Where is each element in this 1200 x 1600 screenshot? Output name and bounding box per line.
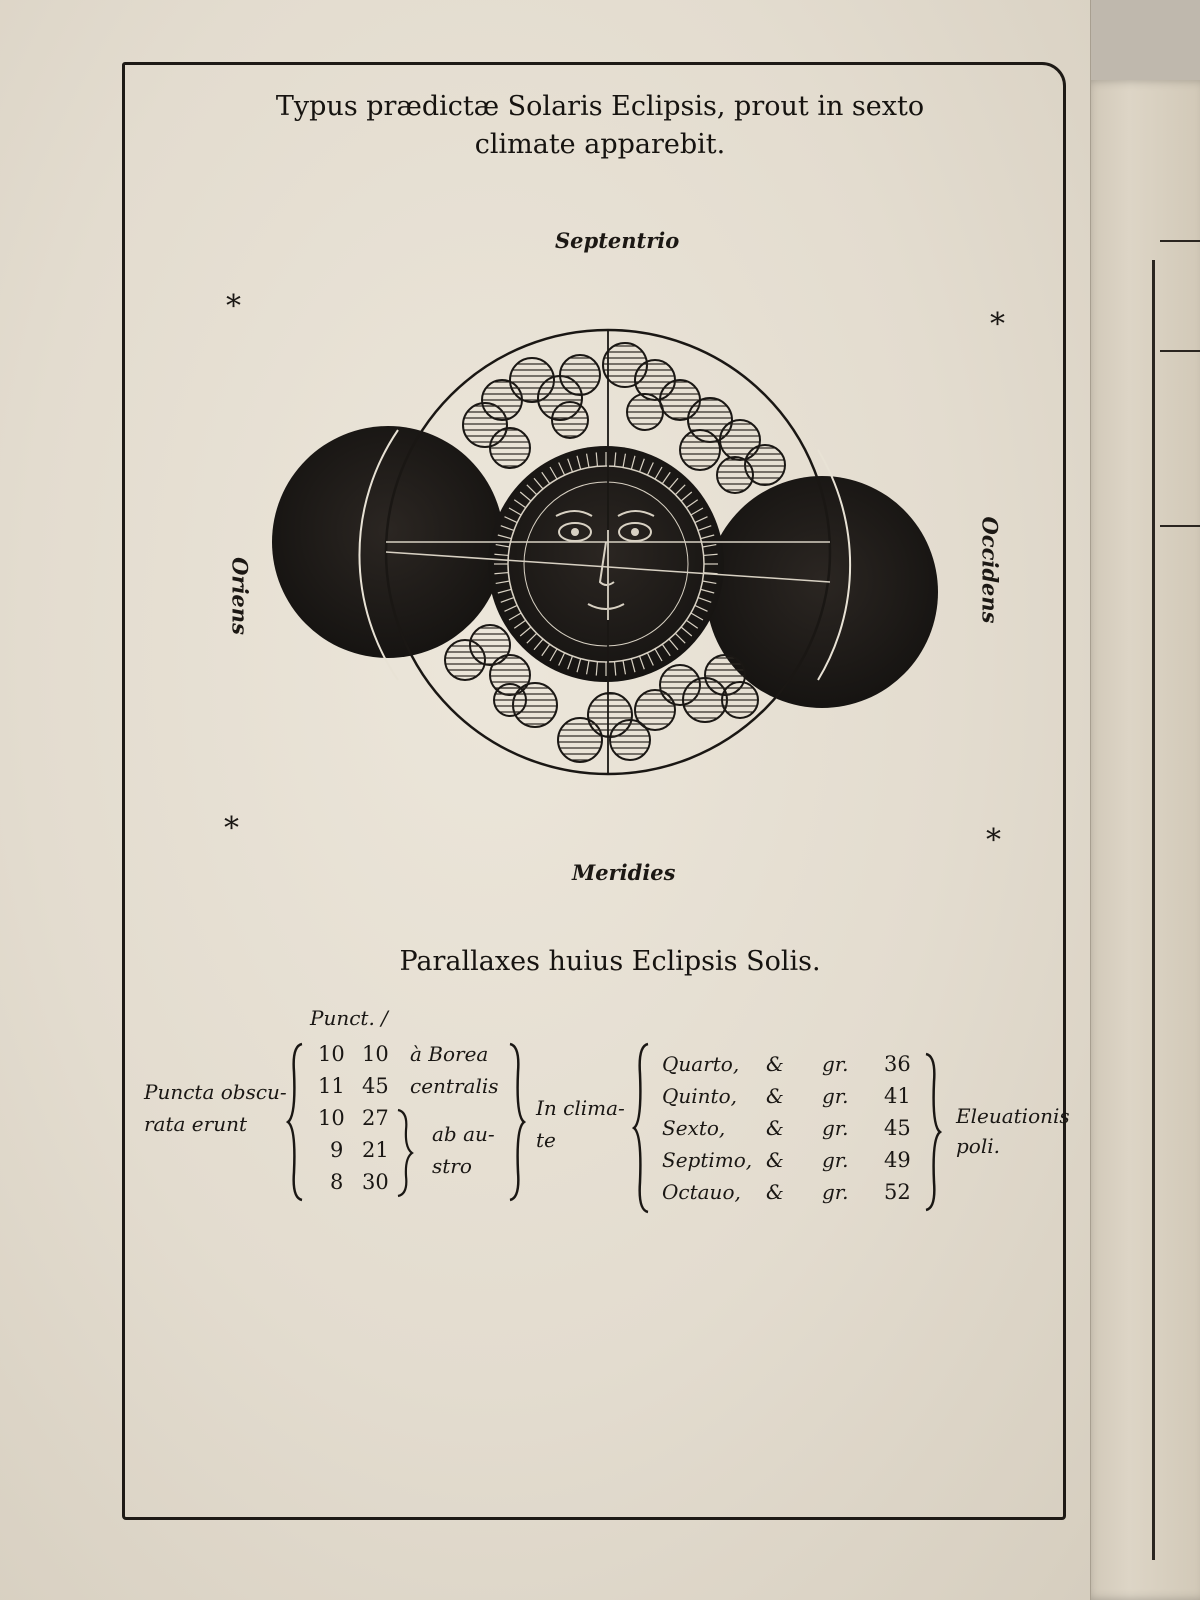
- table-row-2-degrees: 11: [318, 1074, 345, 1098]
- star-icon: *: [990, 307, 1005, 342]
- note-a-borea: à Borea: [410, 1042, 489, 1066]
- title-line-1: Typus prædictæ Solaris Eclipsis, prout in sexto: [275, 91, 925, 122]
- climate-row-4-deg: 49: [884, 1148, 911, 1172]
- punct-header: Punct. /: [310, 1006, 388, 1030]
- climate-row-5-gr: gr.: [822, 1180, 849, 1204]
- climate-row-3-deg: 45: [884, 1116, 911, 1140]
- adjacent-page-rule: [1152, 260, 1155, 1560]
- note-stro: stro: [432, 1154, 472, 1178]
- star-icon: *: [224, 811, 239, 846]
- eclipse-woodcut-diagram: [270, 320, 960, 790]
- star-icon: *: [226, 289, 241, 324]
- table-row-2-minutes: 45: [362, 1074, 389, 1098]
- table-row-4-degrees: 9: [330, 1138, 344, 1162]
- adjacent-page-tick: [1160, 350, 1200, 352]
- table-row-5-degrees: 8: [330, 1170, 344, 1194]
- direction-north-label: Septentrio: [555, 228, 680, 253]
- table-row-1-degrees: 10: [318, 1042, 345, 1066]
- sun-face: [488, 446, 724, 682]
- adjacent-page-edge: [1082, 80, 1200, 1600]
- climate-row-3-name: Sexto,: [662, 1116, 726, 1140]
- in-climate-line-2: te: [536, 1128, 556, 1152]
- climate-row-4-amp: &: [766, 1148, 784, 1172]
- parallax-heading: Parallaxes huius Eclipsis Solis.: [399, 946, 821, 977]
- climate-row-1-deg: 36: [884, 1052, 911, 1076]
- climate-row-5-name: Octauo,: [662, 1180, 741, 1204]
- climates-brace: [632, 1042, 652, 1214]
- direction-south-label: Meridies: [572, 860, 676, 885]
- direction-east-label: Oriens: [227, 557, 253, 635]
- elevation-brace: [922, 1052, 942, 1212]
- climate-row-1-gr: gr.: [822, 1052, 849, 1076]
- table-row-3-degrees: 10: [318, 1106, 345, 1130]
- climate-row-3-amp: &: [766, 1116, 784, 1140]
- climate-row-2-gr: gr.: [822, 1084, 849, 1108]
- climate-row-5-deg: 52: [884, 1180, 911, 1204]
- elevation-label-line-1: Eleuationis: [956, 1104, 1070, 1128]
- direction-west-label: Occidens: [977, 516, 1003, 624]
- title-line-2: climate apparebit.: [474, 129, 726, 160]
- climate-row-2-deg: 41: [884, 1084, 911, 1108]
- climate-row-4-gr: gr.: [822, 1148, 849, 1172]
- left-label-line-2: rata erunt: [144, 1112, 247, 1136]
- climate-row-3-gr: gr.: [822, 1116, 849, 1140]
- left-brace: [286, 1042, 306, 1202]
- table-row-5-minutes: 30: [362, 1170, 389, 1194]
- page-title: [250, 88, 950, 164]
- climate-row-4-name: Septimo,: [662, 1148, 753, 1172]
- page-border-frame: [122, 62, 1066, 1520]
- note-ab-au: ab au-: [432, 1122, 495, 1146]
- adjacent-page-tick: [1160, 525, 1200, 527]
- climate-row-5-amp: &: [766, 1180, 784, 1204]
- elevation-label-line-2: poli.: [956, 1134, 1000, 1158]
- austro-brace: [396, 1108, 414, 1198]
- left-label-line-1: Puncta obscu-: [144, 1080, 287, 1104]
- middle-brace: [506, 1042, 526, 1202]
- climate-row-1-amp: &: [766, 1052, 784, 1076]
- climate-row-1-name: Quarto,: [662, 1052, 740, 1076]
- note-centralis: centralis: [410, 1074, 499, 1098]
- climate-row-2-name: Quinto,: [662, 1084, 737, 1108]
- table-row-4-minutes: 21: [362, 1138, 389, 1162]
- climate-row-2-amp: &: [766, 1084, 784, 1108]
- table-row-3-minutes: 27: [362, 1106, 389, 1130]
- table-row-1-minutes: 10: [362, 1042, 389, 1066]
- in-climate-line-1: In clima-: [536, 1096, 625, 1120]
- star-icon: *: [986, 823, 1001, 858]
- adjacent-page-tick: [1160, 240, 1200, 242]
